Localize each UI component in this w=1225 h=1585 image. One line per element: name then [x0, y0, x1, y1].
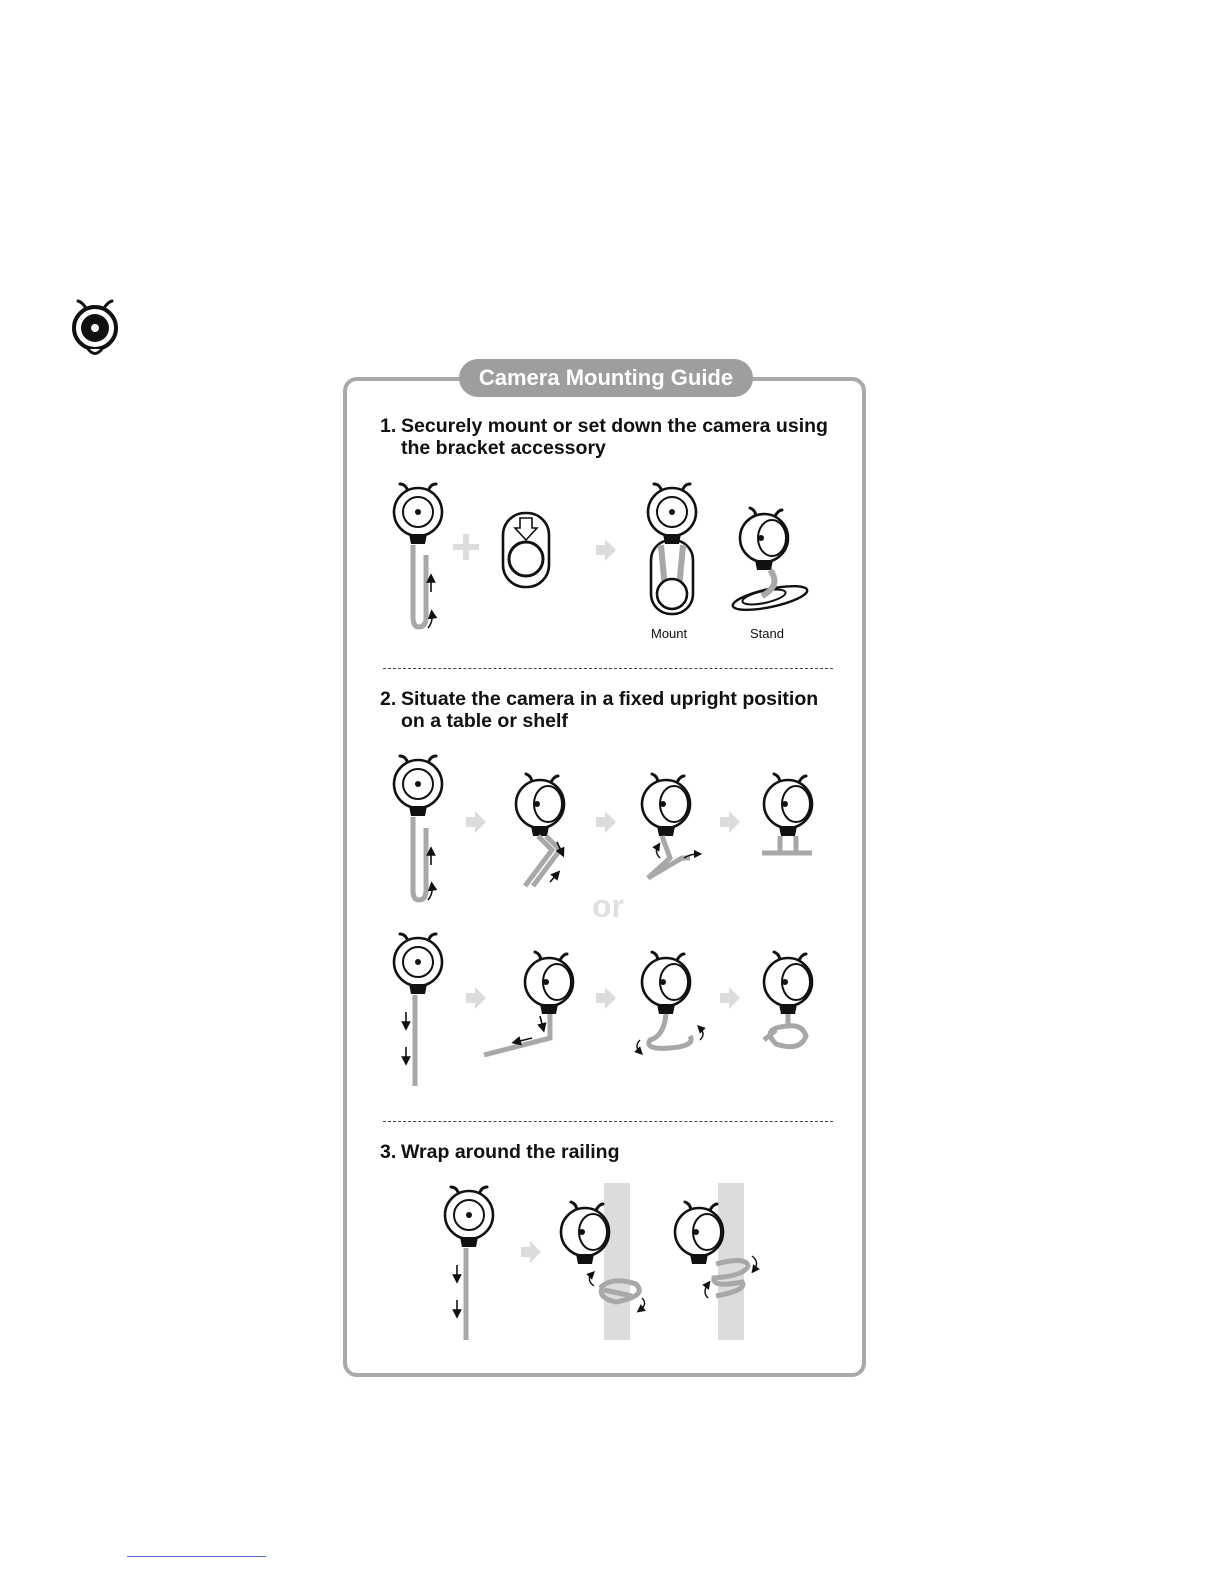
camera-icon — [764, 774, 812, 836]
step-1-text: Securely mount or set down the camera using the bracket accessory — [401, 415, 828, 459]
footer-rule — [127, 1556, 266, 1557]
guide-title: Camera Mounting Guide — [459, 359, 753, 397]
railing-pole — [604, 1183, 630, 1340]
arrow-right-icon — [596, 811, 616, 833]
arrow-right-icon — [720, 987, 740, 1009]
step-2-number: 2. — [380, 688, 397, 710]
stand-caption: Stand — [750, 626, 784, 641]
camera-icon — [394, 484, 442, 544]
camera-icon — [525, 952, 573, 1014]
camera-icon — [642, 774, 690, 836]
camera-icon — [394, 934, 442, 994]
arrow-right-icon — [466, 987, 486, 1009]
arrow-right-icon — [720, 811, 740, 833]
camera-icon — [561, 1202, 609, 1264]
arrow-right-icon — [521, 1241, 541, 1263]
or-label: or — [592, 888, 624, 924]
camera-icon — [642, 952, 690, 1014]
step-3-number: 3. — [380, 1141, 397, 1163]
camera-icon — [648, 484, 696, 544]
camera-icon — [394, 756, 442, 816]
mount-caption: Mount — [651, 626, 688, 641]
camera-icon — [764, 952, 812, 1014]
bracket-icon — [503, 513, 549, 587]
arrow-right-icon — [466, 811, 486, 833]
camera-icon — [675, 1202, 723, 1264]
camera-icon — [516, 774, 564, 836]
step-3-text: Wrap around the railing — [401, 1141, 620, 1163]
camera-icon — [445, 1187, 493, 1247]
arrow-right-icon — [596, 987, 616, 1009]
cable — [413, 545, 426, 627]
plus-icon — [453, 534, 479, 560]
step-2-text: Situate the camera in a fixed upright position on a table or shelf — [401, 688, 819, 732]
step-1-number: 1. — [380, 415, 397, 437]
camera-icon — [740, 508, 788, 570]
arrow-right-icon — [596, 539, 616, 561]
